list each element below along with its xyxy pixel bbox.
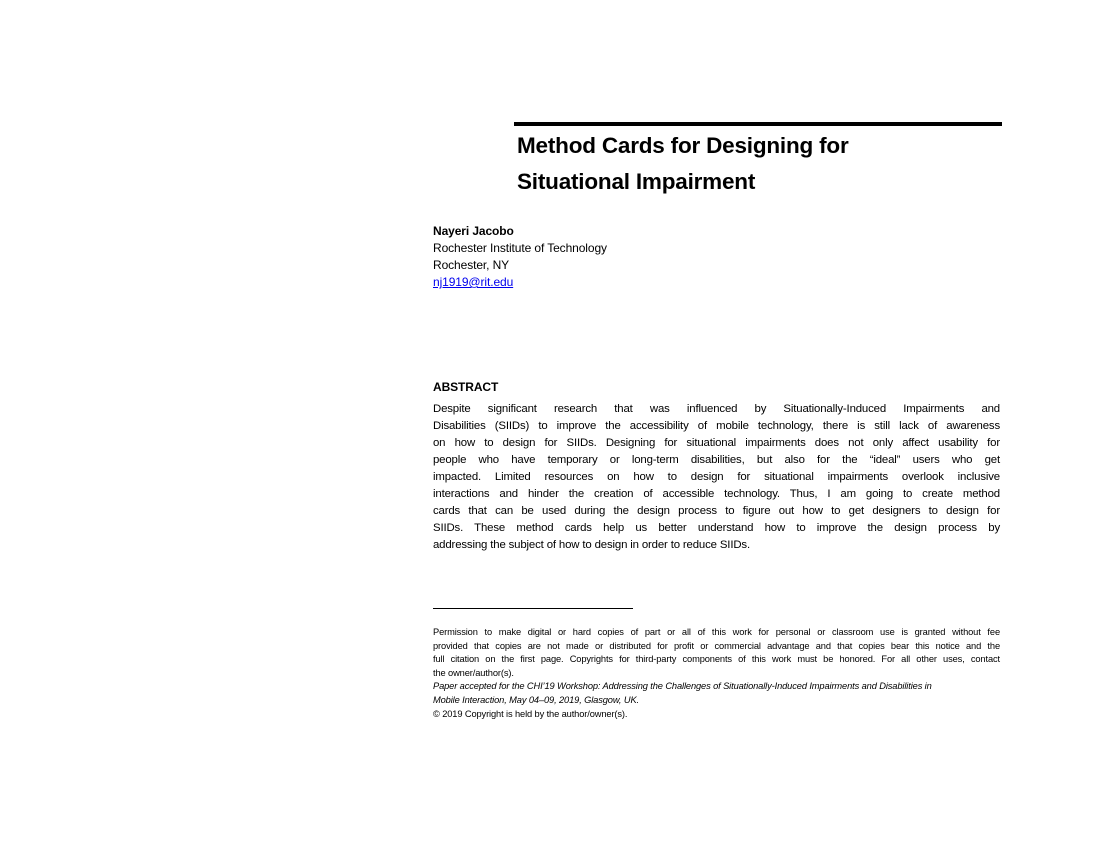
abstract-line: SIIDs. These method cards help us better understand how to improve the design process by [433, 522, 1000, 534]
abstract-line: cards that can be used during the design process to figure out how to get designers to design for [433, 505, 1000, 517]
title-rule [514, 122, 1002, 126]
paper-title [517, 128, 849, 200]
footnote [433, 626, 1000, 721]
author-block [433, 223, 607, 291]
abstract-line: on how to design for SIIDs. Designing for situational impairments does not only affect usability for [433, 437, 1000, 449]
permission-line: the owner/author(s). [433, 667, 514, 678]
author-affiliation: Rochester Institute of Technology [433, 241, 607, 255]
abstract-line: addressing the subject of how to design in order to reduce SIIDs. [433, 539, 750, 551]
venue-line: Paper accepted for the CHI’19 Workshop: Addressing the Challenges of Situationally-Induced Impairments and Disabilities in [433, 681, 932, 692]
footnote-separator [433, 608, 633, 609]
abstract-body [433, 401, 1000, 554]
permission-line: full citation on the first page. Copyrights for third-party components of this work must be honored. For all other uses, contact [433, 654, 1000, 665]
author-name: Nayeri Jacobo [433, 224, 514, 238]
author-email-link[interactable]: nj1919@rit.edu [433, 275, 514, 289]
abstract-line: impacted. Limited resources on how to design for situational impairments overlook inclusive [433, 471, 1000, 483]
abstract-line: Disabilities (SIIDs) to improve the accessibility of mobile technology, there is still lack of awareness [433, 420, 1000, 432]
abstract-line: interactions and hinder the creation of accessible technology. Thus, I am going to create method [433, 488, 1000, 500]
permission-line: provided that copies are not made or distributed for profit or commercial advantage and that copies bear this notice and the [433, 640, 1000, 651]
author-location: Rochester, NY [433, 258, 510, 272]
abstract-heading: ABSTRACT [433, 380, 499, 394]
title-line: Situational Impairment [517, 169, 756, 194]
abstract-line: Despite significant research that was influenced by Situationally-Induced Impairments and [433, 403, 1000, 415]
abstract-line: people who have temporary or long-term disabilities, but also for the “ideal” users who get [433, 454, 1000, 466]
permission-line: Permission to make digital or hard copies of part or all of this work for personal or classroom use is granted without fee [433, 627, 1000, 637]
title-line: Method Cards for Designing for [517, 133, 849, 158]
copyright-line: © 2019 Copyright is held by the author/owner(s). [433, 708, 628, 719]
venue-line: Mobile Interaction, May 04–09, 2019, Glasgow, UK. [433, 694, 640, 705]
